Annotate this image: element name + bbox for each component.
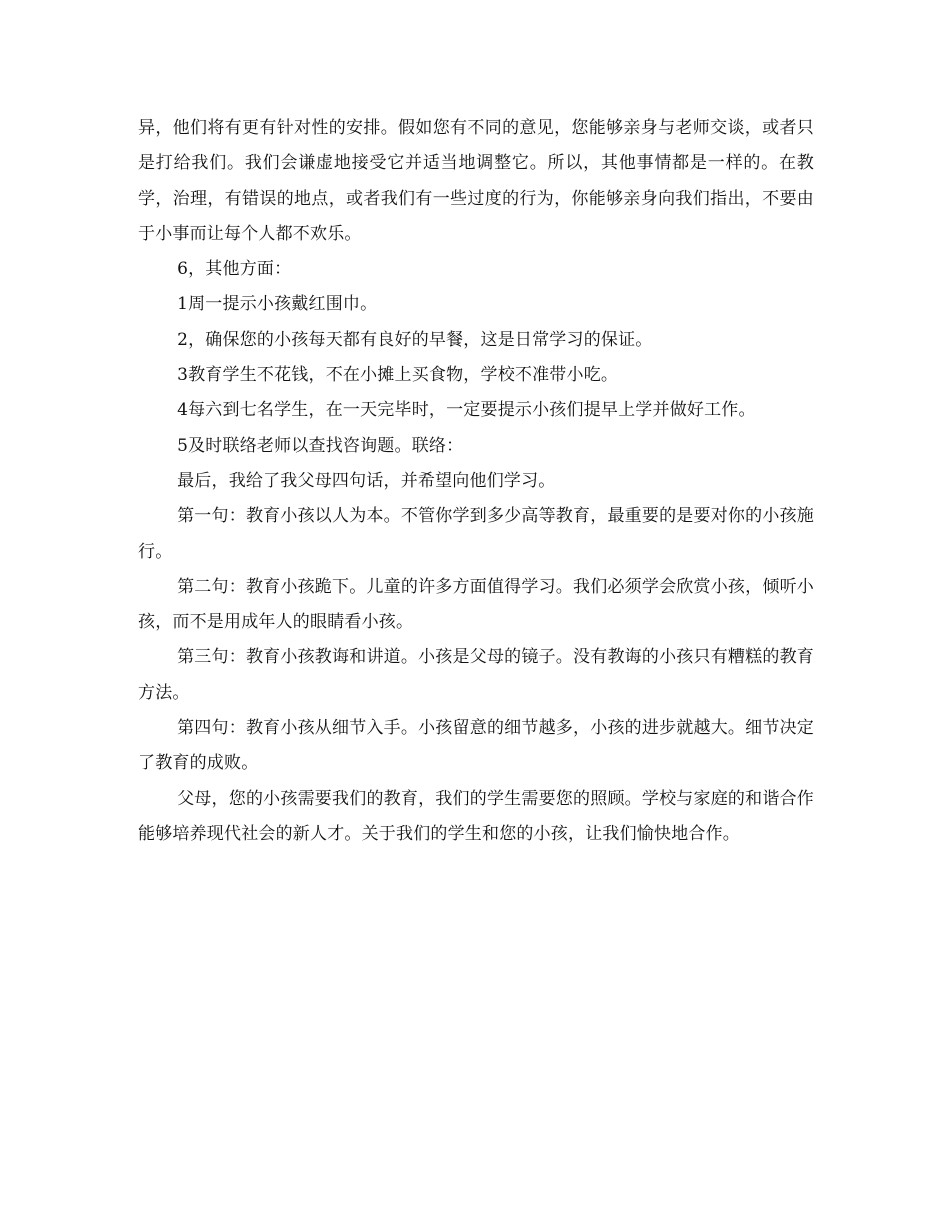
paragraph-sentence-2: 第二句：教育小孩跪下。儿童的许多方面值得学习。我们必须学会欣赏小孩，倾听小孩，而不是用成年人的眼睛看小孩。 bbox=[138, 576, 814, 633]
paragraph-four-sentences-intro: 最后，我给了我父母四句话，并希望向他们学习。 bbox=[177, 470, 556, 491]
paragraph-continuation: 异，他们将有更有针对性的安排。假如您有不同的意见，您能够亲身与老师交谈，或者只是打给我们。我们会谦虚地接受它并适当地调整它。所以，其他事情都是一样的。在教学，治理，有错误的地点，或者我们有一些过度的行为，你能够亲身向我们指出，不要由于小事而让每个人都不欢乐。 bbox=[138, 118, 814, 244]
paragraph-item-3: 3教育学生不花钱，不在小摊上买食物，学校不准带小吃。 bbox=[177, 365, 619, 386]
paragraph-item-2: 2，确保您的小孩每天都有良好的早餐，这是日常学习的保证。 bbox=[177, 329, 653, 350]
paragraph-sentence-3: 第三句：教育小孩教诲和讲道。小孩是父母的镜子。没有教诲的小孩只有糟糕的教育方法。 bbox=[138, 647, 814, 703]
paragraph-sentence-4: 第四句：教育小孩从细节入手。小孩留意的细节越多，小孩的进步就越大。细节决定了教育的成败。 bbox=[138, 718, 814, 774]
paragraph-item-5: 5及时联络老师以查找咨询题。联络： bbox=[177, 435, 464, 456]
paragraph-other-aspects-heading: 6，其他方面： bbox=[177, 259, 292, 280]
paragraph-item-1: 1周一提示小孩戴红围巾。 bbox=[177, 294, 378, 315]
paragraph-sentence-1: 第一句：教育小孩以人为本。不管你学到多少高等教育，最重要的是要对你的小孩施行。 bbox=[138, 506, 814, 562]
paragraph-closing: 父母，您的小孩需要我们的教育，我们的学生需要您的照顾。学校与家庭的和谐合作能够培养现代社会的新人才。关于我们的学生和您的小孩，让我们愉快地合作。 bbox=[138, 788, 814, 844]
paragraph-item-4: 4每六到七名学生，在一天完毕时，一定要提示小孩们提早上学并做好工作。 bbox=[177, 400, 756, 421]
document-body bbox=[138, 111, 814, 852]
